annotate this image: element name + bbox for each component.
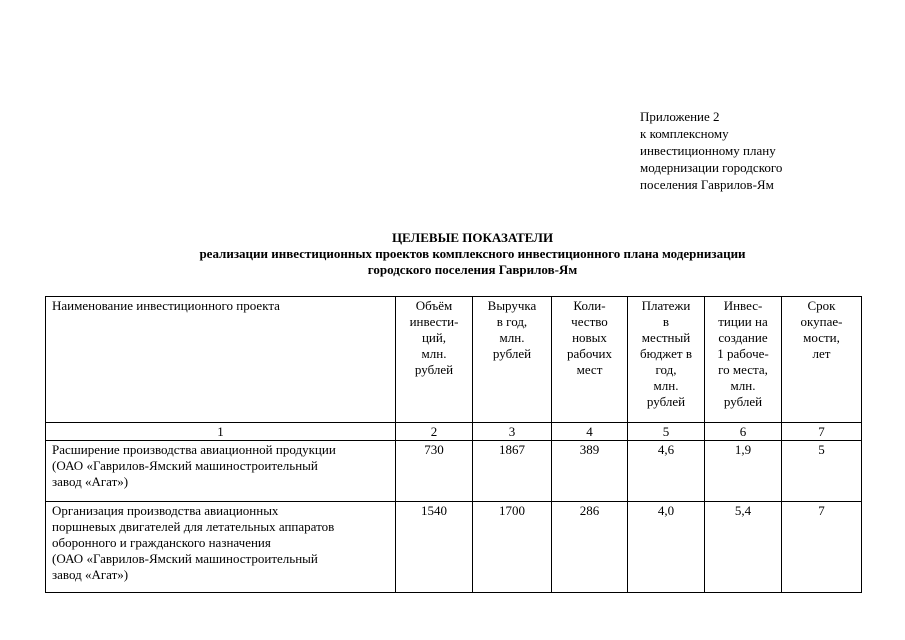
appendix-line: инвестиционному плану	[640, 143, 776, 158]
cell-payments: 4,0	[628, 502, 705, 593]
project-name: Организация производства авиационных поршневых двигателей для летательных аппаратов оборонного и гражданского назначения (ОАО «Гаврилов-Ямский машиностроительный завод «Агат»)	[46, 502, 396, 593]
header-investment: Объём инвести- ций, млн. рублей	[396, 297, 473, 423]
cell-revenue: 1867	[473, 441, 552, 502]
header-per-job-investment: Инвес- тиции на создание 1 рабоче- го места, млн. рублей	[705, 297, 782, 423]
header-jobs: Коли- чество новых рабочих мест	[552, 297, 628, 423]
appendix-line: модернизации городского	[640, 160, 783, 175]
cell-jobs: 389	[552, 441, 628, 502]
column-number: 2	[396, 423, 473, 441]
cell-per-job-investment: 5,4	[705, 502, 782, 593]
column-number: 6	[705, 423, 782, 441]
table-row	[46, 441, 862, 502]
appendix-line: поселения Гаврилов-Ям	[640, 177, 774, 192]
column-number: 5	[628, 423, 705, 441]
column-number-row	[46, 423, 862, 441]
table-header-row	[46, 297, 862, 423]
document-heading	[40, 230, 905, 278]
column-number: 4	[552, 423, 628, 441]
cell-payments: 4,6	[628, 441, 705, 502]
heading-subtitle-line1: реализации инвестиционных проектов комплексного инвестиционного плана модернизации	[199, 246, 746, 261]
cell-payback: 7	[782, 502, 862, 593]
header-revenue: Выручка в год, млн. рублей	[473, 297, 552, 423]
header-payments: Платежи в местный бюджет в год, млн. рублей	[628, 297, 705, 423]
project-name: Расширение производства авиационной продукции (ОАО «Гаврилов-Ямский машиностроительный завод «Агат»)	[46, 441, 396, 502]
header-payback: Срок окупае- мости, лет	[782, 297, 862, 423]
appendix-line: Приложение 2	[640, 109, 720, 124]
column-number: 7	[782, 423, 862, 441]
header-project-name: Наименование инвестиционного проекта	[46, 297, 396, 423]
appendix-line: к комплексному	[640, 126, 729, 141]
cell-revenue: 1700	[473, 502, 552, 593]
column-number: 3	[473, 423, 552, 441]
cell-jobs: 286	[552, 502, 628, 593]
appendix-note	[640, 108, 782, 193]
targets-table	[45, 296, 862, 593]
cell-per-job-investment: 1,9	[705, 441, 782, 502]
cell-payback: 5	[782, 441, 862, 502]
cell-investment: 1540	[396, 502, 473, 593]
column-number: 1	[46, 423, 396, 441]
heading-subtitle-line2: городского поселения Гаврилов-Ям	[367, 262, 578, 277]
cell-investment: 730	[396, 441, 473, 502]
heading-title: ЦЕЛЕВЫЕ ПОКАЗАТЕЛИ	[391, 230, 554, 245]
table-row	[46, 502, 862, 593]
